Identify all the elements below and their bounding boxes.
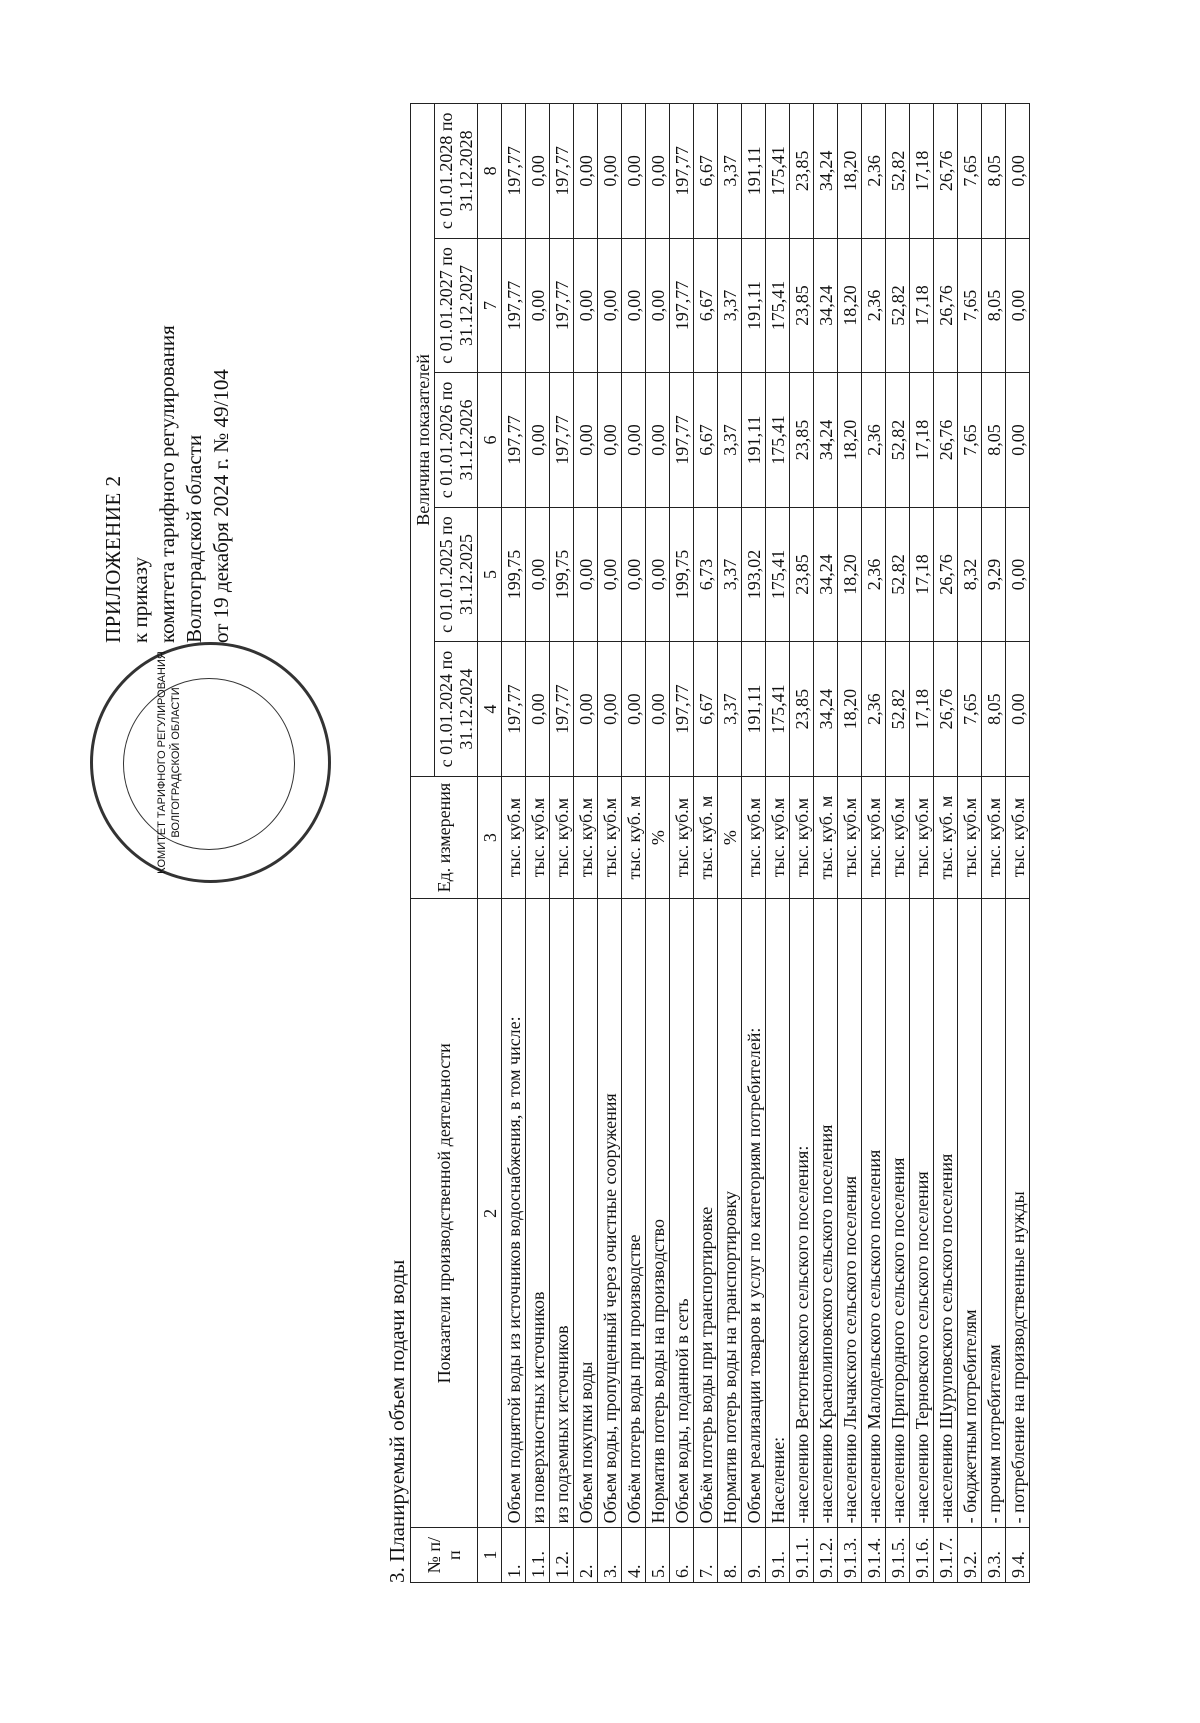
row-value: 8,05 xyxy=(982,373,1006,508)
column-index: 8 xyxy=(478,104,502,239)
row-value: 26,76 xyxy=(934,642,958,777)
row-value: 7,65 xyxy=(958,238,982,373)
row-unit: % xyxy=(646,776,670,899)
row-number: 1.1. xyxy=(526,1528,550,1583)
row-value: 197,77 xyxy=(502,104,526,239)
table-row xyxy=(550,104,574,1583)
row-number: 9.1.3. xyxy=(838,1528,862,1583)
row-value: 26,76 xyxy=(934,238,958,373)
row-value: 197,77 xyxy=(502,238,526,373)
row-number: 9.4. xyxy=(1006,1528,1030,1583)
row-unit: тыс. куб.м xyxy=(574,776,598,899)
table-row xyxy=(766,104,790,1583)
row-value: 0,00 xyxy=(646,507,670,642)
row-value: 0,00 xyxy=(574,373,598,508)
appendix-title: ПРИЛОЖЕНИЕ 2 xyxy=(101,475,125,643)
table-row xyxy=(1006,104,1030,1583)
row-number: 9.1.2. xyxy=(814,1528,838,1583)
official-seal-inner-ring xyxy=(123,678,295,850)
row-value: 0,00 xyxy=(526,373,550,508)
official-seal-text: КОМИТЕТ ТАРИФНОГО РЕГУЛИРОВАНИЯ ВОЛГОГРАДСКОЙ ОБЛАСТИ xyxy=(156,651,182,874)
col-header-values-group: Величина показателей xyxy=(411,104,435,777)
row-value: 197,77 xyxy=(670,373,694,508)
row-value: 191,11 xyxy=(742,642,766,777)
row-value: 0,00 xyxy=(1006,642,1030,777)
row-value: 52,82 xyxy=(886,104,910,239)
col-header-number: № п/п xyxy=(411,1528,478,1583)
row-value: 3,37 xyxy=(718,373,742,508)
row-number: 8. xyxy=(718,1528,742,1583)
row-value: 199,75 xyxy=(502,507,526,642)
row-value: 191,11 xyxy=(742,373,766,508)
row-value: 18,20 xyxy=(838,238,862,373)
row-value: 0,00 xyxy=(622,238,646,373)
row-number: 3. xyxy=(598,1528,622,1583)
row-value: 197,77 xyxy=(502,642,526,777)
row-number: 9.2. xyxy=(958,1528,982,1583)
water-supply-table xyxy=(410,103,1030,1583)
row-value: 197,77 xyxy=(670,104,694,239)
row-value: 18,20 xyxy=(838,507,862,642)
row-value: 0,00 xyxy=(1006,507,1030,642)
row-value: 6,73 xyxy=(694,507,718,642)
appendix-line-1: к приказу xyxy=(128,557,152,643)
table-row xyxy=(502,104,526,1583)
col-header-period-2027: с 01.01.2027 по 31.12.2027 xyxy=(435,238,478,373)
row-unit: тыс. куб. м xyxy=(814,776,838,899)
row-indicator-name: Норматив потерь воды на транспортировку xyxy=(718,899,742,1528)
table-body xyxy=(502,104,1030,1583)
row-number: 9.1.4. xyxy=(862,1528,886,1583)
row-unit: тыс. куб.м xyxy=(502,776,526,899)
row-indicator-name: -населению Пригородного сельского поселения xyxy=(886,899,910,1528)
row-indicator-name: Объем воды, пропущенный через очистные сооружения xyxy=(598,899,622,1528)
row-unit: тыс. куб.м xyxy=(982,776,1006,899)
row-indicator-name: - бюджетным потребителям xyxy=(958,899,982,1528)
row-value: 6,67 xyxy=(694,238,718,373)
row-value: 18,20 xyxy=(838,642,862,777)
row-unit: тыс. куб.м xyxy=(838,776,862,899)
row-value: 9,29 xyxy=(982,507,1006,642)
row-value: 17,18 xyxy=(910,642,934,777)
col-header-indicator: Показатели производственной деятельности xyxy=(411,899,478,1528)
row-value: 34,24 xyxy=(814,104,838,239)
table-row xyxy=(574,104,598,1583)
row-value: 0,00 xyxy=(574,642,598,777)
col-header-period-2025: с 01.01.2025 по 31.12.2025 xyxy=(435,507,478,642)
column-index: 1 xyxy=(478,1528,502,1583)
row-value: 0,00 xyxy=(574,104,598,239)
row-number: 1. xyxy=(502,1528,526,1583)
row-value: 2,36 xyxy=(862,642,886,777)
row-number: 9. xyxy=(742,1528,766,1583)
row-unit: тыс. куб. м xyxy=(622,776,646,899)
row-value: 0,00 xyxy=(622,373,646,508)
column-index: 2 xyxy=(478,899,502,1528)
row-unit: тыс. куб.м xyxy=(670,776,694,899)
row-value: 6,67 xyxy=(694,642,718,777)
row-value: 175,41 xyxy=(766,104,790,239)
row-number: 5. xyxy=(646,1528,670,1583)
appendix-line-2: комитета тарифного регулирования xyxy=(155,325,179,643)
table-row xyxy=(718,104,742,1583)
row-unit: тыс. куб.м xyxy=(910,776,934,899)
row-value: 26,76 xyxy=(934,507,958,642)
col-header-period-2028: с 01.01.2028 по 31.12.2028 xyxy=(435,104,478,239)
row-number: 2. xyxy=(574,1528,598,1583)
row-value: 0,00 xyxy=(1006,373,1030,508)
row-indicator-name: - прочим потребителям xyxy=(982,899,1006,1528)
row-value: 0,00 xyxy=(598,373,622,508)
row-value: 0,00 xyxy=(598,642,622,777)
row-value: 199,75 xyxy=(550,507,574,642)
row-value: 191,11 xyxy=(742,238,766,373)
row-value: 18,20 xyxy=(838,373,862,508)
row-indicator-name: Объём потерь воды при транспортировке xyxy=(694,899,718,1528)
row-unit: тыс. куб.м xyxy=(862,776,886,899)
row-value: 197,77 xyxy=(550,373,574,508)
table-row xyxy=(862,104,886,1583)
row-unit: тыс. куб.м xyxy=(766,776,790,899)
row-indicator-name: -населению Краснолиповского сельского поселения xyxy=(814,899,838,1528)
row-value: 34,24 xyxy=(814,238,838,373)
row-value: 23,85 xyxy=(790,642,814,777)
row-indicator-name: Объем реализации товаров и услуг по категориям потребителей: xyxy=(742,899,766,1528)
row-unit: % xyxy=(718,776,742,899)
row-value: 6,67 xyxy=(694,373,718,508)
row-unit: тыс. куб.м xyxy=(958,776,982,899)
row-value: 0,00 xyxy=(1006,104,1030,239)
row-value: 52,82 xyxy=(886,507,910,642)
row-value: 17,18 xyxy=(910,507,934,642)
column-index: 3 xyxy=(478,776,502,899)
row-value: 3,37 xyxy=(718,238,742,373)
table-row xyxy=(694,104,718,1583)
row-number: 9.3. xyxy=(982,1528,1006,1583)
row-value: 7,65 xyxy=(958,104,982,239)
row-indicator-name: Объем покупки воды xyxy=(574,899,598,1528)
row-value: 3,37 xyxy=(718,507,742,642)
appendix-header xyxy=(100,43,235,643)
row-number: 9.1.7. xyxy=(934,1528,958,1583)
row-number: 1.2. xyxy=(550,1528,574,1583)
row-value: 7,65 xyxy=(958,373,982,508)
official-seal xyxy=(90,642,331,883)
row-value: 23,85 xyxy=(790,373,814,508)
row-value: 0,00 xyxy=(598,104,622,239)
row-value: 23,85 xyxy=(790,507,814,642)
row-value: 0,00 xyxy=(646,104,670,239)
row-unit: тыс. куб.м xyxy=(790,776,814,899)
row-number: 9.1. xyxy=(766,1528,790,1583)
row-value: 0,00 xyxy=(574,238,598,373)
row-value: 3,37 xyxy=(718,104,742,239)
row-value: 0,00 xyxy=(574,507,598,642)
row-value: 26,76 xyxy=(934,104,958,239)
row-value: 17,18 xyxy=(910,238,934,373)
row-unit: тыс. куб.м xyxy=(1006,776,1030,899)
row-value: 175,41 xyxy=(766,238,790,373)
row-unit: тыс. куб.м xyxy=(598,776,622,899)
row-value: 34,24 xyxy=(814,642,838,777)
row-value: 0,00 xyxy=(598,507,622,642)
row-unit: тыс. куб. м xyxy=(934,776,958,899)
table-row xyxy=(790,104,814,1583)
row-value: 18,20 xyxy=(838,104,862,239)
row-indicator-name: -населению Шуруповского сельского поселения xyxy=(934,899,958,1528)
row-value: 199,75 xyxy=(670,507,694,642)
row-unit: тыс. куб.м xyxy=(886,776,910,899)
section-title: 3. Планируемый объем подачи воды xyxy=(385,1259,409,1583)
row-number: 9.1.1. xyxy=(790,1528,814,1583)
table-row xyxy=(886,104,910,1583)
row-value: 8,05 xyxy=(982,642,1006,777)
row-value: 6,67 xyxy=(694,104,718,239)
row-value: 0,00 xyxy=(598,238,622,373)
row-indicator-name: - потребление на производственные нужды xyxy=(1006,899,1030,1528)
table-row xyxy=(742,104,766,1583)
row-indicator-name: из поверхностных источников xyxy=(526,899,550,1528)
row-indicator-name: Объем воды, поданной в сеть xyxy=(670,899,694,1528)
col-header-period-2024: с 01.01.2024 по 31.12.2024 xyxy=(435,642,478,777)
row-value: 52,82 xyxy=(886,238,910,373)
row-value: 191,11 xyxy=(742,104,766,239)
row-value: 17,18 xyxy=(910,373,934,508)
table-row xyxy=(622,104,646,1583)
column-index: 4 xyxy=(478,642,502,777)
row-value: 8,05 xyxy=(982,104,1006,239)
row-value: 197,77 xyxy=(550,642,574,777)
row-indicator-name: Объем поднятой воды из источников водоснабжения, в том числе: xyxy=(502,899,526,1528)
row-number: 9.1.5. xyxy=(886,1528,910,1583)
row-number: 4. xyxy=(622,1528,646,1583)
col-header-unit: Ед. измерения xyxy=(411,776,478,899)
row-value: 0,00 xyxy=(526,642,550,777)
row-value: 175,41 xyxy=(766,642,790,777)
row-indicator-name: -населению Терновского сельского поселения xyxy=(910,899,934,1528)
table-row xyxy=(982,104,1006,1583)
row-value: 52,82 xyxy=(886,642,910,777)
row-value: 26,76 xyxy=(934,373,958,508)
row-value: 197,77 xyxy=(670,238,694,373)
row-unit: тыс. куб.м xyxy=(742,776,766,899)
row-value: 8,05 xyxy=(982,238,1006,373)
row-value: 0,00 xyxy=(646,642,670,777)
table-row xyxy=(958,104,982,1583)
table-row xyxy=(526,104,550,1583)
row-value: 0,00 xyxy=(526,238,550,373)
row-indicator-name: Население: xyxy=(766,899,790,1528)
row-value: 0,00 xyxy=(622,642,646,777)
row-number: 6. xyxy=(670,1528,694,1583)
row-value: 193,02 xyxy=(742,507,766,642)
row-value: 2,36 xyxy=(862,507,886,642)
column-index: 7 xyxy=(478,238,502,373)
row-value: 23,85 xyxy=(790,104,814,239)
row-value: 0,00 xyxy=(622,507,646,642)
row-value: 0,00 xyxy=(622,104,646,239)
row-value: 8,32 xyxy=(958,507,982,642)
appendix-line-3: Волгоградской области xyxy=(182,434,206,643)
table-row xyxy=(838,104,862,1583)
row-value: 197,77 xyxy=(550,238,574,373)
row-value: 23,85 xyxy=(790,238,814,373)
row-value: 34,24 xyxy=(814,373,838,508)
row-unit: тыс. куб.м xyxy=(526,776,550,899)
row-value: 34,24 xyxy=(814,507,838,642)
row-value: 197,77 xyxy=(670,642,694,777)
row-indicator-name: из подземных источников xyxy=(550,899,574,1528)
table-row xyxy=(646,104,670,1583)
row-value: 52,82 xyxy=(886,373,910,508)
row-unit: тыс. куб.м xyxy=(550,776,574,899)
row-indicator-name: Норматив потерь воды на производство xyxy=(646,899,670,1528)
row-indicator-name: -населению Ветютневского сельского поселения: xyxy=(790,899,814,1528)
row-value: 2,36 xyxy=(862,373,886,508)
column-index-row xyxy=(478,104,502,1583)
row-value: 7,65 xyxy=(958,642,982,777)
row-value: 175,41 xyxy=(766,507,790,642)
column-index: 5 xyxy=(478,507,502,642)
table-row xyxy=(910,104,934,1583)
row-value: 2,36 xyxy=(862,238,886,373)
appendix-line-4: от 19 декабря 2024 г. № 49/104 xyxy=(209,369,233,643)
row-value: 0,00 xyxy=(1006,238,1030,373)
row-value: 3,37 xyxy=(718,642,742,777)
row-indicator-name: -населению Малодельского сельского поселения xyxy=(862,899,886,1528)
row-value: 0,00 xyxy=(646,238,670,373)
row-value: 0,00 xyxy=(526,507,550,642)
row-indicator-name: Объём потерь воды при производстве xyxy=(622,899,646,1528)
table-row xyxy=(934,104,958,1583)
row-value: 2,36 xyxy=(862,104,886,239)
row-value: 0,00 xyxy=(646,373,670,508)
column-index: 6 xyxy=(478,373,502,508)
row-indicator-name: -населению Лычакского сельского поселения xyxy=(838,899,862,1528)
row-unit: тыс. куб. м xyxy=(694,776,718,899)
row-number: 9.1.6. xyxy=(910,1528,934,1583)
row-value: 175,41 xyxy=(766,373,790,508)
col-header-period-2026: с 01.01.2026 по 31.12.2026 xyxy=(435,373,478,508)
row-value: 17,18 xyxy=(910,104,934,239)
table-row xyxy=(598,104,622,1583)
row-value: 0,00 xyxy=(526,104,550,239)
row-value: 197,77 xyxy=(550,104,574,239)
row-number: 7. xyxy=(694,1528,718,1583)
table-row xyxy=(670,104,694,1583)
row-value: 197,77 xyxy=(502,373,526,508)
table-row xyxy=(814,104,838,1583)
